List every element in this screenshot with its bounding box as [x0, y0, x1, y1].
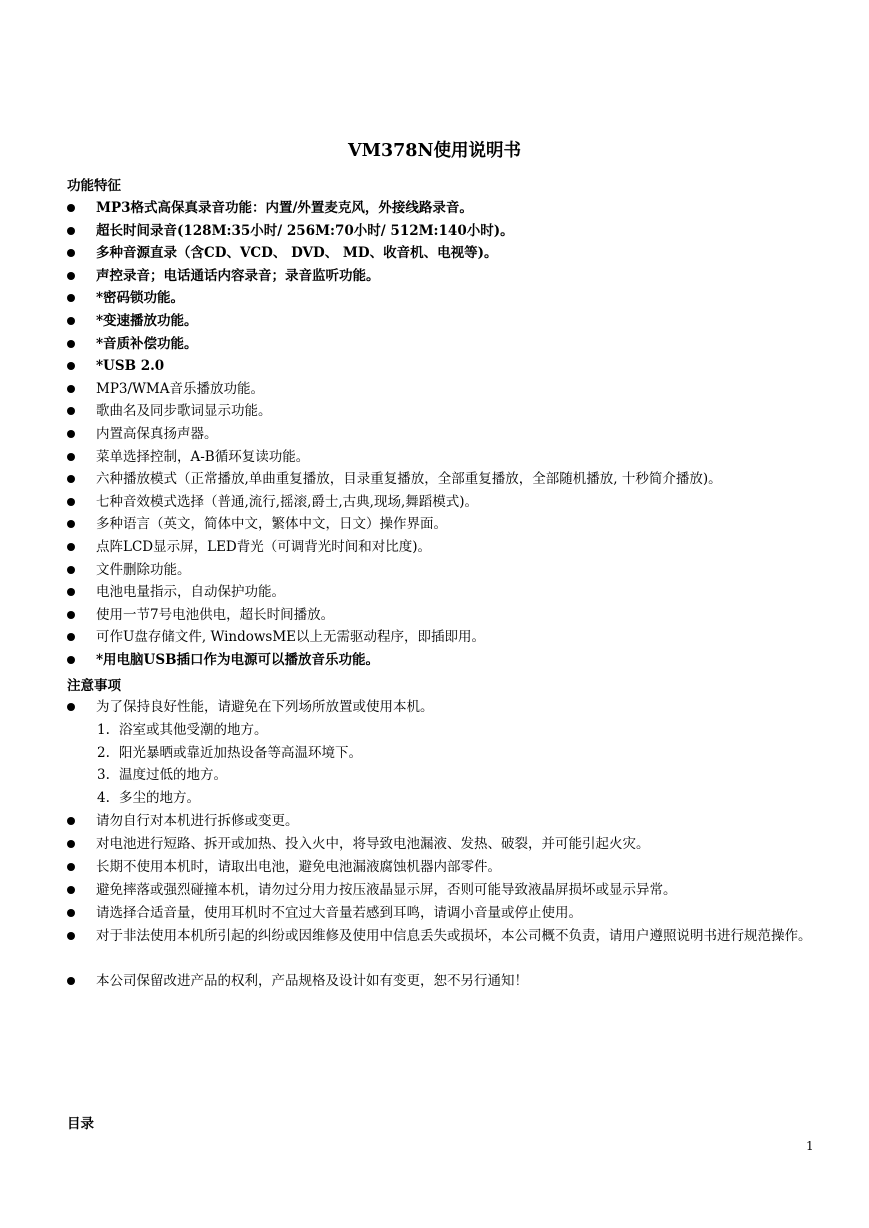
- list-item-text: 多种音源直录（含CD、VCD、 DVD、 MD、收音机、电视等)。: [96, 245, 498, 261]
- bullet-icon: [67, 430, 75, 438]
- bullet-icon: [67, 362, 75, 370]
- bullet-icon: [67, 588, 75, 596]
- bullet-icon: [67, 817, 75, 825]
- place-text: 多尘的地方。: [119, 790, 200, 806]
- bullet-icon: [67, 340, 75, 348]
- list-item-text: 对电池进行短路、拆开或加热、投入火中，将导致电池漏液、发热、破裂，并可能引起火灾。: [96, 836, 650, 852]
- notes-heading: 注意事项: [67, 678, 121, 694]
- list-item-text: *USB 2.0: [96, 358, 165, 374]
- bullet-icon: [67, 453, 75, 461]
- place-text: 阳光暴晒或靠近加热设备等高温环境下。: [119, 745, 362, 761]
- list-item-text: MP3/WMA音乐播放功能。: [96, 381, 264, 397]
- list-item-text: 文件删除功能。: [96, 562, 191, 578]
- place-number: 1.: [97, 722, 110, 738]
- bullet-icon: [67, 520, 75, 528]
- place-text: 温度过低的地方。: [119, 767, 227, 783]
- bullet-icon: [67, 886, 75, 894]
- bullet-icon: [67, 317, 75, 325]
- list-item-text: *变速播放功能。: [96, 313, 198, 329]
- bullet-icon: [67, 840, 75, 848]
- list-item-text: 多种语言（英文，简体中文，繁体中文，日文）操作界面。: [96, 516, 447, 532]
- place-item: [97, 719, 268, 742]
- toc-heading: 目录: [67, 1116, 94, 1132]
- list-item-text: 六种播放模式（正常播放,单曲重复播放，目录重复播放，全部重复播放，全部随机播放, 十秒简介播放)。: [96, 471, 722, 487]
- list-item-text: 对于非法使用本机所引起的纠纷或因维修及使用中信息丢失或损坏，本公司概不负责，请用户遵照说明书进行规范操作。: [96, 928, 812, 944]
- list-item-text: *音质补偿功能。: [96, 336, 198, 352]
- bullet-icon: [67, 543, 75, 551]
- place-number: 4.: [97, 790, 110, 806]
- features-heading: 功能特征: [67, 178, 121, 194]
- page-number: 1: [806, 1139, 814, 1153]
- bullet-icon: [67, 227, 75, 235]
- bullet-icon: [67, 498, 75, 506]
- list-item-text: 七种音效模式选择（普通,流行,摇滚,爵士,古典,现场,舞蹈模式)。: [96, 494, 479, 510]
- list-item-text: 使用一节7号电池供电，超长时间播放。: [96, 607, 335, 623]
- list-item-text: *用电脑USB插口作为电源可以播放音乐功能。: [96, 652, 379, 668]
- place-item: [97, 764, 227, 787]
- place-item: [97, 742, 362, 765]
- list-item-text: 可作U盘存储文件, WindowsME以上无需驱动程序，即插即用。: [96, 629, 486, 645]
- bullet-icon: [67, 909, 75, 917]
- list-item-text: 菜单选择控制，A-B循环复读功能。: [96, 449, 310, 465]
- bullet-icon: [67, 932, 75, 940]
- place-number: 2.: [97, 745, 110, 761]
- bullet-icon: [67, 249, 75, 257]
- list-item-text: 内置高保真扬声器。: [96, 426, 218, 442]
- bullet-icon: [67, 703, 75, 711]
- list-item-text: 本公司保留改进产品的权利，产品规格及设计如有变更，恕不另行通知！: [96, 973, 528, 989]
- list-item-text: 超长时间录音(128M:35小时/ 256M:70小时/ 512M:140小时)。: [96, 223, 514, 239]
- list-item-text: 电池电量指示，自动保护功能。: [96, 584, 285, 600]
- list-item-text: 歌曲名及同步歌词显示功能。: [96, 403, 272, 419]
- list-item-text: 声控录音；电话通话内容录音；录音监听功能。: [96, 268, 380, 284]
- document-title: VM378N使用说明书: [348, 141, 521, 161]
- bullet-icon: [67, 977, 75, 985]
- list-item-text: *密码锁功能。: [96, 290, 185, 306]
- list-item-text: 请选择合适音量，使用耳机时不宜过大音量若感到耳鸣，请调小音量或停止使用。: [96, 905, 582, 921]
- bullet-icon: [67, 633, 75, 641]
- list-item-text: 避免摔落或强烈碰撞本机，请勿过分用力按压液晶显示屏，否则可能导致液晶屏损坏或显示异常。: [96, 882, 677, 898]
- bullet-icon: [67, 863, 75, 871]
- list-item-text: 长期不使用本机时，请取出电池，避免电池漏液腐蚀机器内部零件。: [96, 859, 501, 875]
- bullet-icon: [67, 294, 75, 302]
- bullet-icon: [67, 566, 75, 574]
- bullet-icon: [67, 272, 75, 280]
- list-item-text: 请勿自行对本机进行拆修或变更。: [96, 813, 299, 829]
- place-text: 浴室或其他受潮的地方。: [119, 722, 268, 738]
- place-item: [97, 787, 200, 810]
- bullet-icon: [67, 407, 75, 415]
- place-number: 3.: [97, 767, 110, 783]
- list-item-text: 为了保持良好性能，请避免在下列场所放置或使用本机。: [96, 699, 434, 715]
- list-item-text: 点阵LCD显示屏，LED背光（可调背光时间和对比度)。: [96, 539, 432, 555]
- bullet-icon: [67, 656, 75, 664]
- bullet-icon: [67, 611, 75, 619]
- bullet-icon: [67, 475, 75, 483]
- bullet-icon: [67, 204, 75, 212]
- list-item-text: MP3格式高保真录音功能：内置/外置麦克风，外接线路录音。: [96, 200, 473, 216]
- bullet-icon: [67, 385, 75, 393]
